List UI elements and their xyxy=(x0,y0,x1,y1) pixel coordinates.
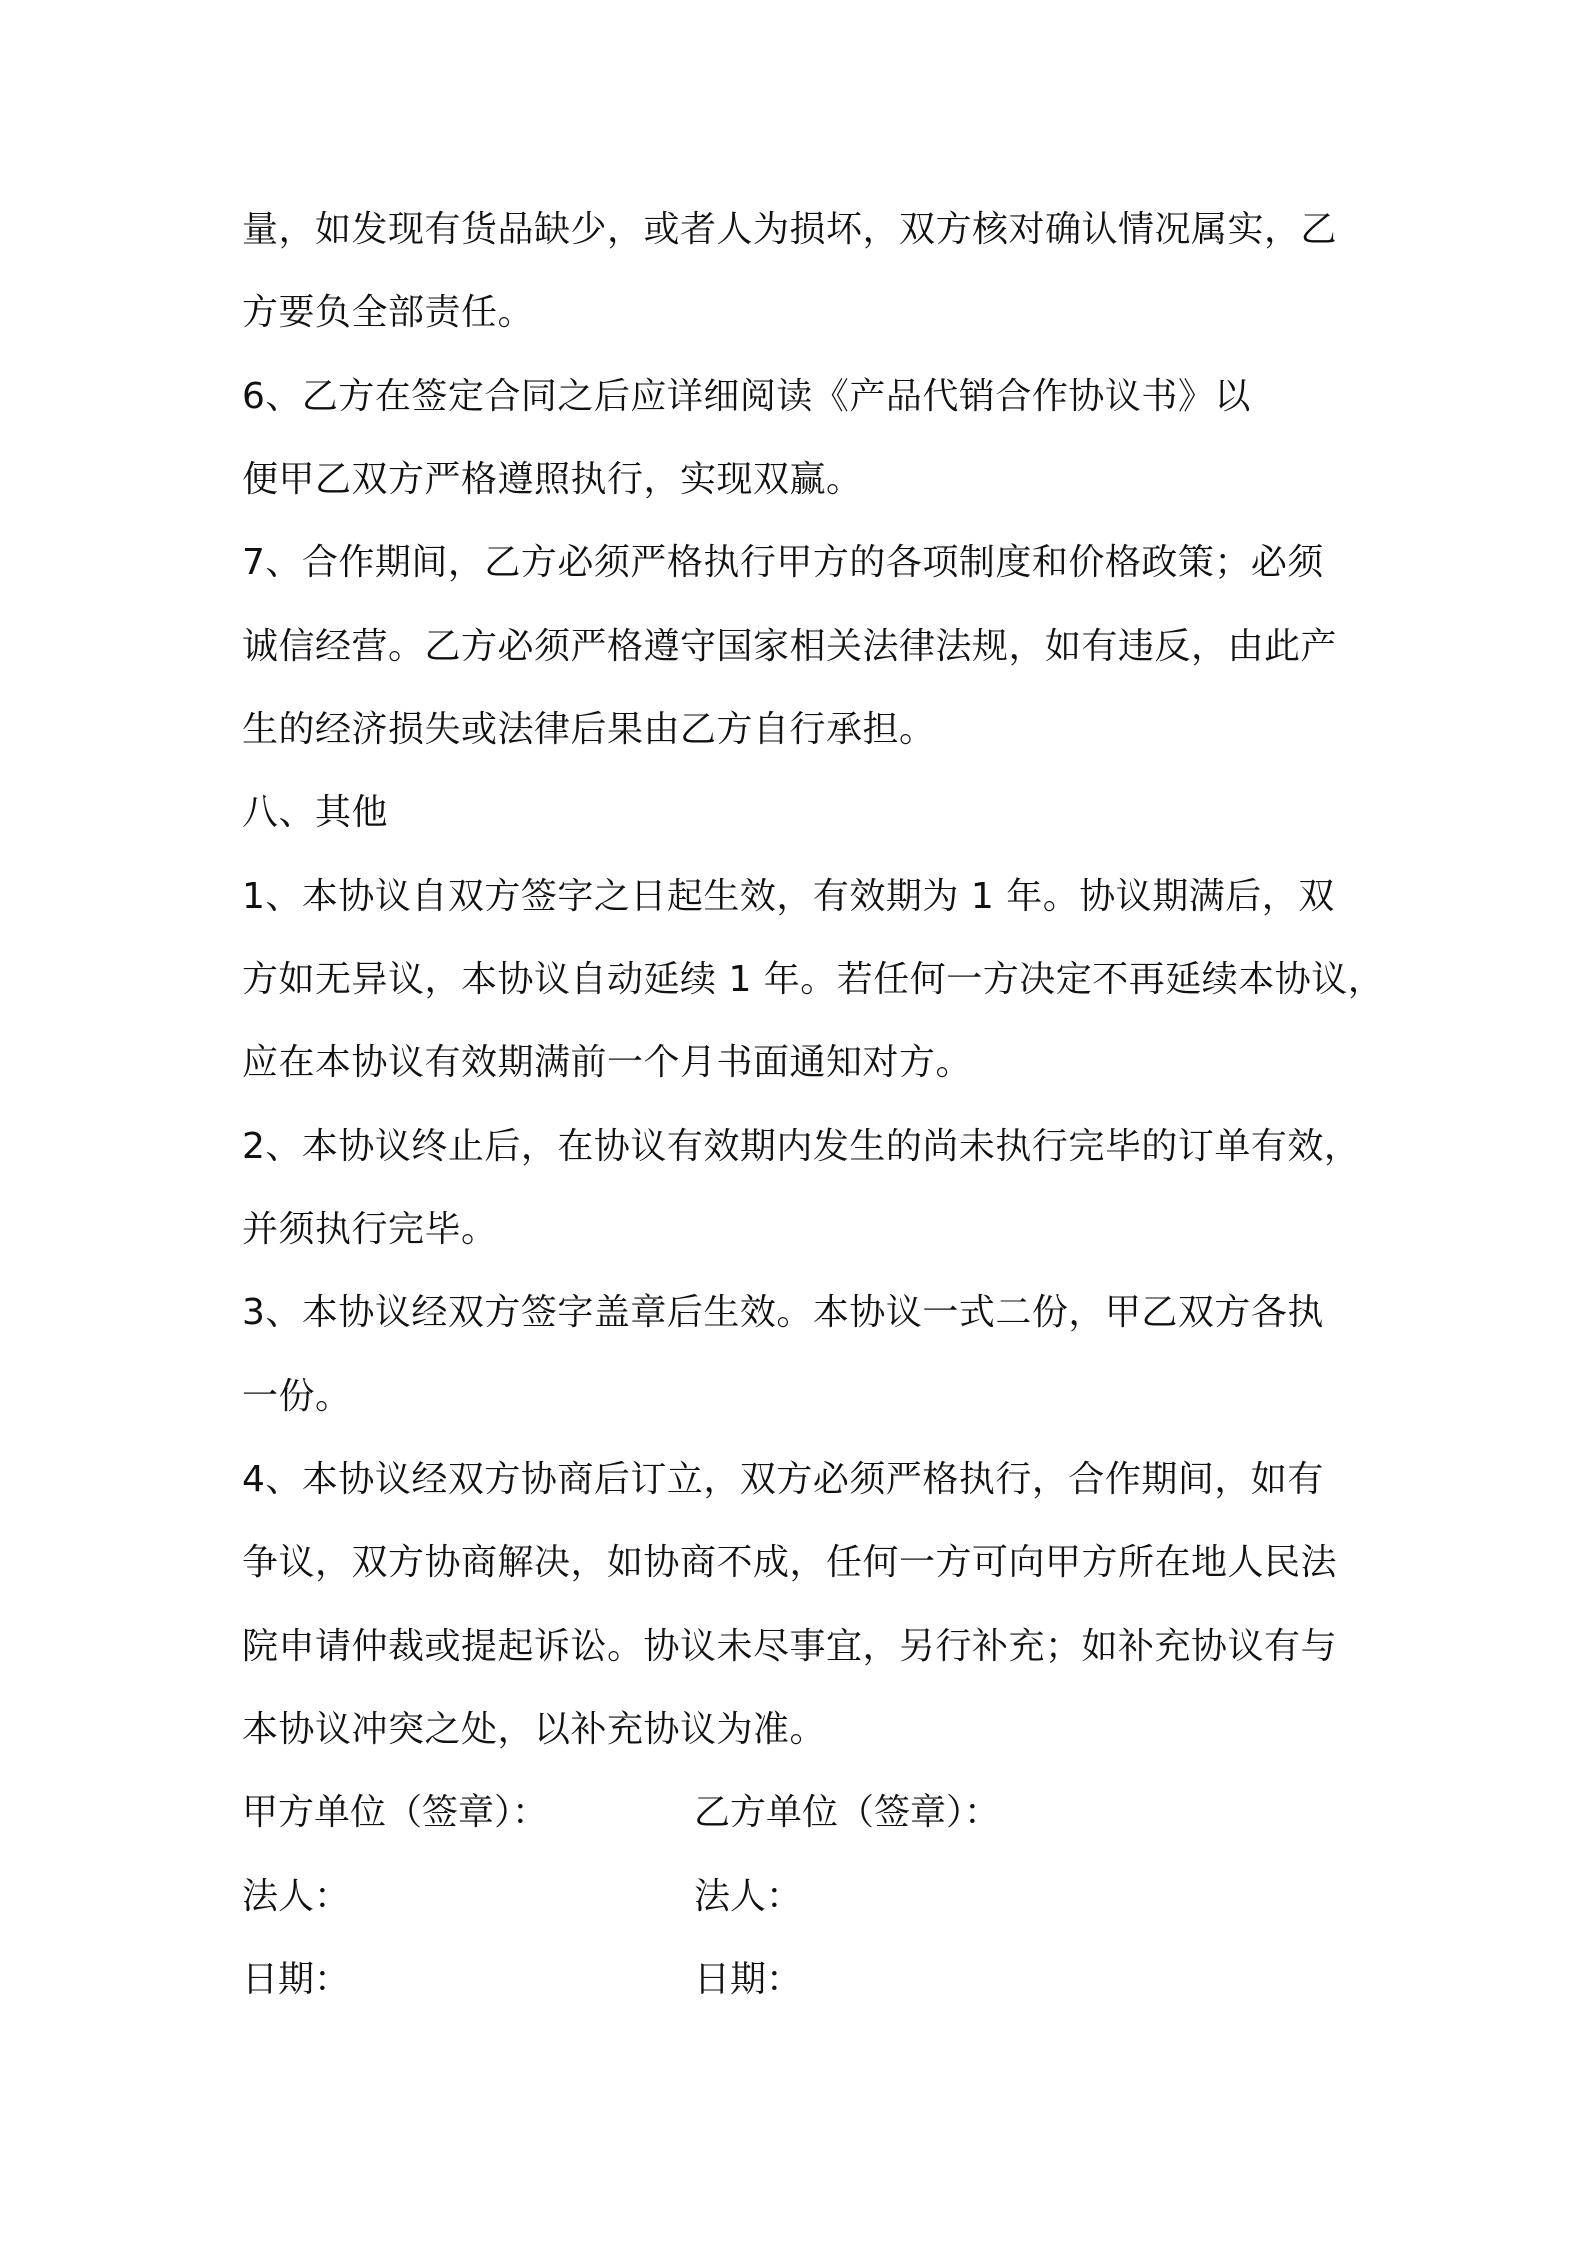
party-b-legal-person-label: 法人： xyxy=(694,1876,803,1917)
body-line: 生的经济损失或法律后果由乙方自行承担。 xyxy=(242,709,936,750)
body-line: 本协议冲突之处，以补充协议为准。 xyxy=(242,1709,827,1750)
party-b-unit-label: 乙方单位（签章）： xyxy=(694,1792,1001,1833)
clause-7: 7、合作期间，乙方必须严格执行甲方的各项制度和价格政策；必须 xyxy=(242,542,1324,583)
party-a-date-label: 日期： xyxy=(242,1959,351,2000)
clause-6: 6、乙方在签定合同之后应详细阅读《产品代销合作协议书》以 xyxy=(242,376,1251,417)
body-line: 便甲乙双方严格遵照执行，实现双赢。 xyxy=(242,459,863,500)
body-line: 一份。 xyxy=(242,1376,352,1417)
party-a-unit-label: 甲方单位（签章）： xyxy=(242,1792,549,1833)
section-heading: 八、其他 xyxy=(242,792,389,833)
body-line: 量，如发现有货品缺少，或者人为损坏，双方核对确认情况属实，乙 xyxy=(242,209,1338,250)
clause-1: 1、本协议自双方签字之日起生效，有效期为 1 年。协议期满后，双 xyxy=(242,876,1335,917)
clause-3: 3、本协议经双方签字盖章后生效。本协议一式二份，甲乙双方各执 xyxy=(242,1292,1324,1333)
clause-4: 4、本协议经双方协商后订立，双方必须严格执行，合作期间，如有 xyxy=(242,1459,1324,1500)
body-line: 争议，双方协商解决，如协商不成，任何一方可向甲方所在地人民法 xyxy=(242,1542,1338,1583)
body-line: 并须执行完毕。 xyxy=(242,1209,498,1250)
body-line: 院申请仲裁或提起诉讼。协议未尽事宜，另行补充；如补充协议有与 xyxy=(242,1626,1338,1667)
clause-2: 2、本协议终止后，在协议有效期内发生的尚未执行完毕的订单有效， xyxy=(242,1126,1361,1167)
body-line: 诚信经营。乙方必须严格遵守国家相关法律法规，如有违反，由此产 xyxy=(242,626,1338,667)
party-b-date-label: 日期： xyxy=(694,1959,803,2000)
body-line: 应在本协议有效期满前一个月书面通知对方。 xyxy=(242,1042,973,1083)
body-line: 方如无异议，本协议自动延续 1 年。若任何一方决定不再延续本协议， xyxy=(242,959,1385,1000)
body-line: 方要负全部责任。 xyxy=(242,292,535,333)
party-a-legal-person-label: 法人： xyxy=(242,1876,351,1917)
